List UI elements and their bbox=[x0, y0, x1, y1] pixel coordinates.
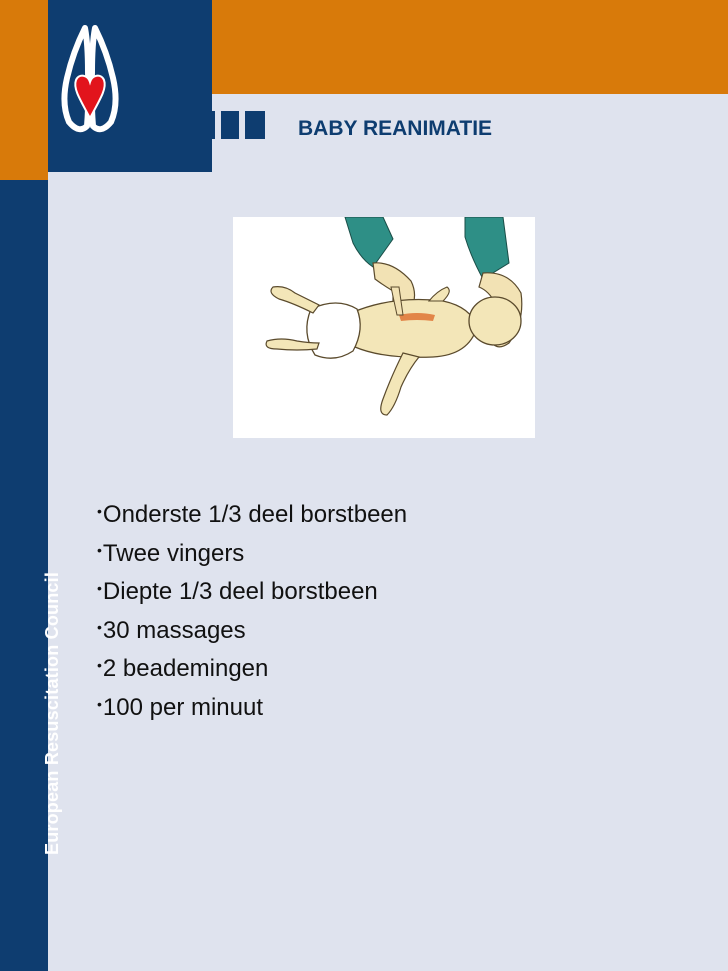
bullet-list bbox=[97, 498, 407, 729]
list-item: •30 massages bbox=[97, 616, 246, 644]
infant-cpr-drawing-icon bbox=[233, 217, 535, 438]
organization-label: European Resuscitation Council bbox=[42, 571, 62, 855]
list-item: •100 per minuut bbox=[97, 693, 264, 721]
list-item: •2 beademingen bbox=[97, 655, 269, 682]
list-item: •Diepte 1/3 deel borstbeen bbox=[97, 578, 378, 605]
slide-title: BABY REANIMATIE bbox=[298, 117, 493, 140]
list-item: •Onderste 1/3 deel borstbeen bbox=[97, 501, 408, 528]
list-item: •Twee vingers bbox=[97, 539, 245, 567]
orange-header-band bbox=[212, 0, 728, 94]
lungs-heart-logo-icon bbox=[55, 22, 125, 140]
orange-corner-strip bbox=[0, 0, 48, 180]
infant-cpr-illustration bbox=[233, 217, 535, 438]
